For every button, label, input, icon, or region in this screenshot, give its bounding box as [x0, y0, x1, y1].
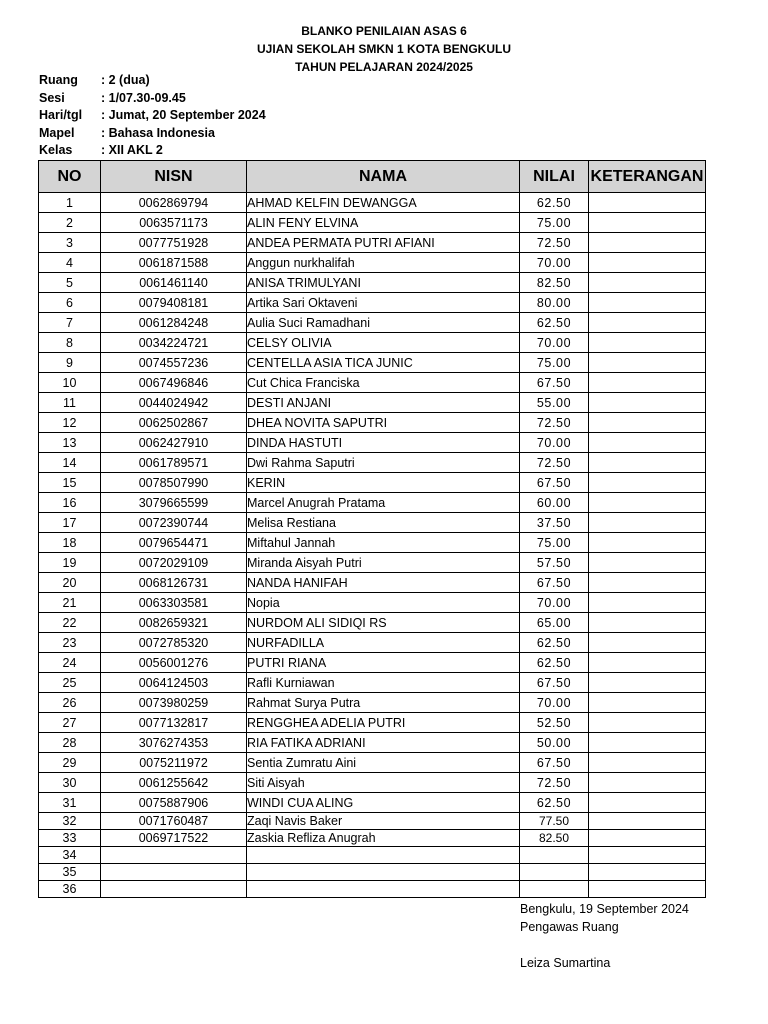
signature-block	[520, 900, 689, 972]
cell-nilai: 72.50	[520, 773, 589, 793]
info-value: : 2 (dua)	[101, 73, 150, 87]
cell-nama: Anggun nurkhalifah	[247, 253, 520, 273]
cell-keterangan	[589, 293, 706, 313]
cell-nama: Sentia Zumratu Aini	[247, 753, 520, 773]
cell-nama: Artika Sari Oktaveni	[247, 293, 520, 313]
cell-keterangan	[589, 733, 706, 753]
cell-nama: Rahmat Surya Putra	[247, 693, 520, 713]
cell-keterangan	[589, 473, 706, 493]
cell-nisn: 0064124503	[101, 673, 247, 693]
cell-nilai: 70.00	[520, 693, 589, 713]
cell-nama: CELSY OLIVIA	[247, 333, 520, 353]
signature-name: Leiza Sumartina	[520, 956, 611, 970]
cell-no: 33	[39, 830, 101, 847]
cell-nilai: 80.00	[520, 293, 589, 313]
cell-no: 10	[39, 373, 101, 393]
cell-nama: WINDI CUA ALING	[247, 793, 520, 813]
header-title: BLANKO PENILAIAN ASAS 6	[301, 24, 467, 38]
cell-nama: KERIN	[247, 473, 520, 493]
info-label: Ruang	[39, 73, 78, 87]
cell-nisn: 3076274353	[101, 733, 247, 753]
exam-info	[39, 72, 266, 160]
cell-nama: Nopia	[247, 593, 520, 613]
cell-nilai: 62.50	[520, 793, 589, 813]
cell-keterangan	[589, 653, 706, 673]
cell-keterangan	[589, 847, 706, 864]
cell-no: 17	[39, 513, 101, 533]
cell-nama: DESTI ANJANI	[247, 393, 520, 413]
table-row	[39, 373, 706, 393]
cell-nilai	[520, 881, 589, 898]
info-kelas	[39, 142, 266, 160]
table-row	[39, 813, 706, 830]
info-value: : XII AKL 2	[101, 143, 163, 157]
cell-nisn: 0072785320	[101, 633, 247, 653]
cell-no: 5	[39, 273, 101, 293]
cell-keterangan	[589, 753, 706, 773]
table-row	[39, 653, 706, 673]
cell-nama: Marcel Anugrah Pratama	[247, 493, 520, 513]
cell-nisn: 0082659321	[101, 613, 247, 633]
cell-no: 4	[39, 253, 101, 273]
cell-nisn: 0072029109	[101, 553, 247, 573]
cell-nisn: 0079654471	[101, 533, 247, 553]
table-row	[39, 493, 706, 513]
cell-no: 9	[39, 353, 101, 373]
cell-keterangan	[589, 673, 706, 693]
cell-nilai	[520, 847, 589, 864]
cell-no: 25	[39, 673, 101, 693]
cell-keterangan	[589, 553, 706, 573]
cell-nisn: 0069717522	[101, 830, 247, 847]
cell-nisn: 0063303581	[101, 593, 247, 613]
cell-nilai	[520, 864, 589, 881]
cell-no: 32	[39, 813, 101, 830]
cell-nama: Zaskia Refliza Anugrah	[247, 830, 520, 847]
cell-keterangan	[589, 493, 706, 513]
cell-nama: AHMAD KELFIN DEWANGGA	[247, 193, 520, 213]
cell-nilai: 62.50	[520, 633, 589, 653]
column-header-keterangan: KETERANGAN	[589, 161, 706, 193]
signature-role: Pengawas Ruang	[520, 920, 619, 934]
cell-keterangan	[589, 613, 706, 633]
table-row	[39, 193, 706, 213]
cell-nisn: 3079665599	[101, 493, 247, 513]
cell-nilai: 62.50	[520, 193, 589, 213]
cell-nama: Dwi Rahma Saputri	[247, 453, 520, 473]
cell-no: 30	[39, 773, 101, 793]
cell-keterangan	[589, 830, 706, 847]
info-mapel	[39, 125, 266, 143]
column-header-nisn: NISN	[101, 161, 247, 193]
cell-nisn: 0063571173	[101, 213, 247, 233]
table-row	[39, 847, 706, 864]
cell-nama: Melisa Restiana	[247, 513, 520, 533]
table-row	[39, 773, 706, 793]
cell-nama: NANDA HANIFAH	[247, 573, 520, 593]
table-row	[39, 533, 706, 553]
cell-nisn: 0077132817	[101, 713, 247, 733]
cell-no: 1	[39, 193, 101, 213]
cell-keterangan	[589, 213, 706, 233]
cell-no: 35	[39, 864, 101, 881]
cell-nilai: 67.50	[520, 673, 589, 693]
cell-nilai: 77.50	[520, 813, 589, 830]
cell-no: 26	[39, 693, 101, 713]
cell-nisn: 0056001276	[101, 653, 247, 673]
cell-keterangan	[589, 713, 706, 733]
info-sesi	[39, 90, 266, 108]
cell-no: 2	[39, 213, 101, 233]
cell-nisn: 0062427910	[101, 433, 247, 453]
table-row	[39, 830, 706, 847]
table-row	[39, 353, 706, 373]
cell-no: 29	[39, 753, 101, 773]
cell-keterangan	[589, 881, 706, 898]
info-label: Hari/tgl	[39, 108, 83, 122]
cell-nisn: 0078507990	[101, 473, 247, 493]
cell-nisn: 0075211972	[101, 753, 247, 773]
cell-nama: NURFADILLA	[247, 633, 520, 653]
table-row	[39, 473, 706, 493]
cell-nilai: 62.50	[520, 313, 589, 333]
cell-keterangan	[589, 593, 706, 613]
cell-nilai: 70.00	[520, 433, 589, 453]
cell-no: 14	[39, 453, 101, 473]
table-row	[39, 613, 706, 633]
cell-nilai: 50.00	[520, 733, 589, 753]
cell-nama	[247, 881, 520, 898]
info-value: : 1/07.30-09.45	[101, 90, 186, 105]
cell-no: 3	[39, 233, 101, 253]
info-hari-tgl	[39, 107, 266, 125]
table-row	[39, 864, 706, 881]
cell-nilai: 37.50	[520, 513, 589, 533]
cell-no: 34	[39, 847, 101, 864]
cell-nilai: 75.00	[520, 533, 589, 553]
table-body	[39, 193, 706, 898]
table-row	[39, 573, 706, 593]
table-header-row	[39, 161, 706, 193]
cell-nisn	[101, 864, 247, 881]
cell-nilai: 67.50	[520, 373, 589, 393]
table-row	[39, 433, 706, 453]
cell-no: 18	[39, 533, 101, 553]
cell-keterangan	[589, 513, 706, 533]
cell-keterangan	[589, 413, 706, 433]
cell-keterangan	[589, 393, 706, 413]
cell-nisn: 0068126731	[101, 573, 247, 593]
cell-nisn	[101, 847, 247, 864]
cell-nama: ANISA TRIMULYANI	[247, 273, 520, 293]
header-school: UJIAN SEKOLAH SMKN 1 KOTA BENGKULU	[256, 42, 511, 56]
table-row	[39, 881, 706, 898]
cell-keterangan	[589, 693, 706, 713]
cell-nilai: 62.50	[520, 653, 589, 673]
cell-no: 6	[39, 293, 101, 313]
cell-no: 16	[39, 493, 101, 513]
header-year: TAHUN PELAJARAN 2024/2025	[295, 60, 473, 74]
table-row	[39, 793, 706, 813]
cell-nisn: 0062502867	[101, 413, 247, 433]
table-row	[39, 453, 706, 473]
info-label: Sesi	[39, 90, 65, 105]
cell-no: 13	[39, 433, 101, 453]
cell-nama	[247, 864, 520, 881]
cell-no: 28	[39, 733, 101, 753]
info-value: : Jumat, 20 September 2024	[101, 108, 266, 122]
cell-keterangan	[589, 193, 706, 213]
table-row	[39, 253, 706, 273]
cell-nama: ANDEA PERMATA PUTRI AFIANI	[247, 233, 520, 253]
cell-keterangan	[589, 793, 706, 813]
column-header-no: NO	[39, 161, 101, 193]
table-row	[39, 733, 706, 753]
cell-nisn	[101, 881, 247, 898]
cell-nisn: 0067496846	[101, 373, 247, 393]
cell-nilai: 72.50	[520, 233, 589, 253]
cell-nisn: 0034224721	[101, 333, 247, 353]
document-header	[0, 22, 768, 76]
cell-keterangan	[589, 353, 706, 373]
cell-nama: NURDOM ALI SIDIQI RS	[247, 613, 520, 633]
cell-no: 7	[39, 313, 101, 333]
table-row	[39, 413, 706, 433]
cell-nilai: 67.50	[520, 753, 589, 773]
cell-nisn: 0075887906	[101, 793, 247, 813]
cell-nisn: 0073980259	[101, 693, 247, 713]
info-label: Mapel	[39, 125, 75, 140]
cell-no: 22	[39, 613, 101, 633]
cell-no: 31	[39, 793, 101, 813]
cell-nilai: 72.50	[520, 453, 589, 473]
table-row	[39, 393, 706, 413]
cell-nisn: 0077751928	[101, 233, 247, 253]
table-row	[39, 693, 706, 713]
cell-no: 15	[39, 473, 101, 493]
cell-keterangan	[589, 313, 706, 333]
cell-no: 36	[39, 881, 101, 898]
cell-nilai: 72.50	[520, 413, 589, 433]
cell-nama: PUTRI RIANA	[247, 653, 520, 673]
cell-nilai: 57.50	[520, 553, 589, 573]
cell-nama: DHEA NOVITA SAPUTRI	[247, 413, 520, 433]
grade-table	[38, 160, 706, 898]
cell-no: 19	[39, 553, 101, 573]
cell-nilai: 82.50	[520, 273, 589, 293]
cell-nilai: 67.50	[520, 573, 589, 593]
cell-keterangan	[589, 633, 706, 653]
cell-nisn: 0071760487	[101, 813, 247, 830]
cell-nama: Miftahul Jannah	[247, 533, 520, 553]
cell-nilai: 55.00	[520, 393, 589, 413]
cell-keterangan	[589, 433, 706, 453]
cell-nilai: 60.00	[520, 493, 589, 513]
cell-no: 23	[39, 633, 101, 653]
cell-nama: Aulia Suci Ramadhani	[247, 313, 520, 333]
cell-nilai: 65.00	[520, 613, 589, 633]
column-header-nama: NAMA	[247, 161, 520, 193]
cell-nilai: 70.00	[520, 253, 589, 273]
cell-nisn: 0062869794	[101, 193, 247, 213]
cell-keterangan	[589, 273, 706, 293]
cell-nisn: 0072390744	[101, 513, 247, 533]
table-row	[39, 273, 706, 293]
cell-nilai: 75.00	[520, 213, 589, 233]
cell-no: 12	[39, 413, 101, 433]
cell-nilai: 52.50	[520, 713, 589, 733]
cell-nama: Miranda Aisyah Putri	[247, 553, 520, 573]
cell-no: 27	[39, 713, 101, 733]
table-row	[39, 313, 706, 333]
cell-keterangan	[589, 533, 706, 553]
cell-nama: RENGGHEA ADELIA PUTRI	[247, 713, 520, 733]
table-row	[39, 553, 706, 573]
cell-nama: Zaqi Navis Baker	[247, 813, 520, 830]
cell-nama: Siti Aisyah	[247, 773, 520, 793]
cell-keterangan	[589, 333, 706, 353]
cell-keterangan	[589, 813, 706, 830]
cell-keterangan	[589, 373, 706, 393]
cell-nisn: 0079408181	[101, 293, 247, 313]
cell-keterangan	[589, 253, 706, 273]
cell-keterangan	[589, 453, 706, 473]
cell-nisn: 0044024942	[101, 393, 247, 413]
cell-no: 24	[39, 653, 101, 673]
table-row	[39, 633, 706, 653]
cell-no: 21	[39, 593, 101, 613]
cell-keterangan	[589, 864, 706, 881]
cell-nilai: 67.50	[520, 473, 589, 493]
cell-nama: CENTELLA ASIA TICA JUNIC	[247, 353, 520, 373]
cell-nama: Rafli Kurniawan	[247, 673, 520, 693]
cell-nama	[247, 847, 520, 864]
info-label: Kelas	[39, 143, 73, 157]
cell-nama: Cut Chica Franciska	[247, 373, 520, 393]
cell-keterangan	[589, 573, 706, 593]
table-row	[39, 753, 706, 773]
cell-nilai: 75.00	[520, 353, 589, 373]
cell-keterangan	[589, 233, 706, 253]
table-row	[39, 513, 706, 533]
cell-nisn: 0061871588	[101, 253, 247, 273]
table-row	[39, 233, 706, 253]
table-row	[39, 673, 706, 693]
cell-nisn: 0061255642	[101, 773, 247, 793]
signature-place-date: Bengkulu, 19 September 2024	[520, 902, 689, 916]
cell-no: 8	[39, 333, 101, 353]
cell-nilai: 70.00	[520, 593, 589, 613]
cell-no: 20	[39, 573, 101, 593]
info-ruang	[39, 72, 266, 90]
cell-keterangan	[589, 773, 706, 793]
table-row	[39, 593, 706, 613]
table-row	[39, 213, 706, 233]
cell-nilai: 70.00	[520, 333, 589, 353]
cell-nama: RIA FATIKA ADRIANI	[247, 733, 520, 753]
cell-nilai: 82.50	[520, 830, 589, 847]
cell-nisn: 0061461140	[101, 273, 247, 293]
cell-nisn: 0074557236	[101, 353, 247, 373]
cell-nama: ALIN FENY ELVINA	[247, 213, 520, 233]
column-header-nilai: NILAI	[520, 161, 589, 193]
cell-no: 11	[39, 393, 101, 413]
signature-space	[520, 936, 689, 954]
info-value: : Bahasa Indonesia	[101, 125, 215, 140]
table-row	[39, 293, 706, 313]
cell-nisn: 0061284248	[101, 313, 247, 333]
table-row	[39, 333, 706, 353]
cell-nisn: 0061789571	[101, 453, 247, 473]
table-row	[39, 713, 706, 733]
cell-nama: DINDA HASTUTI	[247, 433, 520, 453]
